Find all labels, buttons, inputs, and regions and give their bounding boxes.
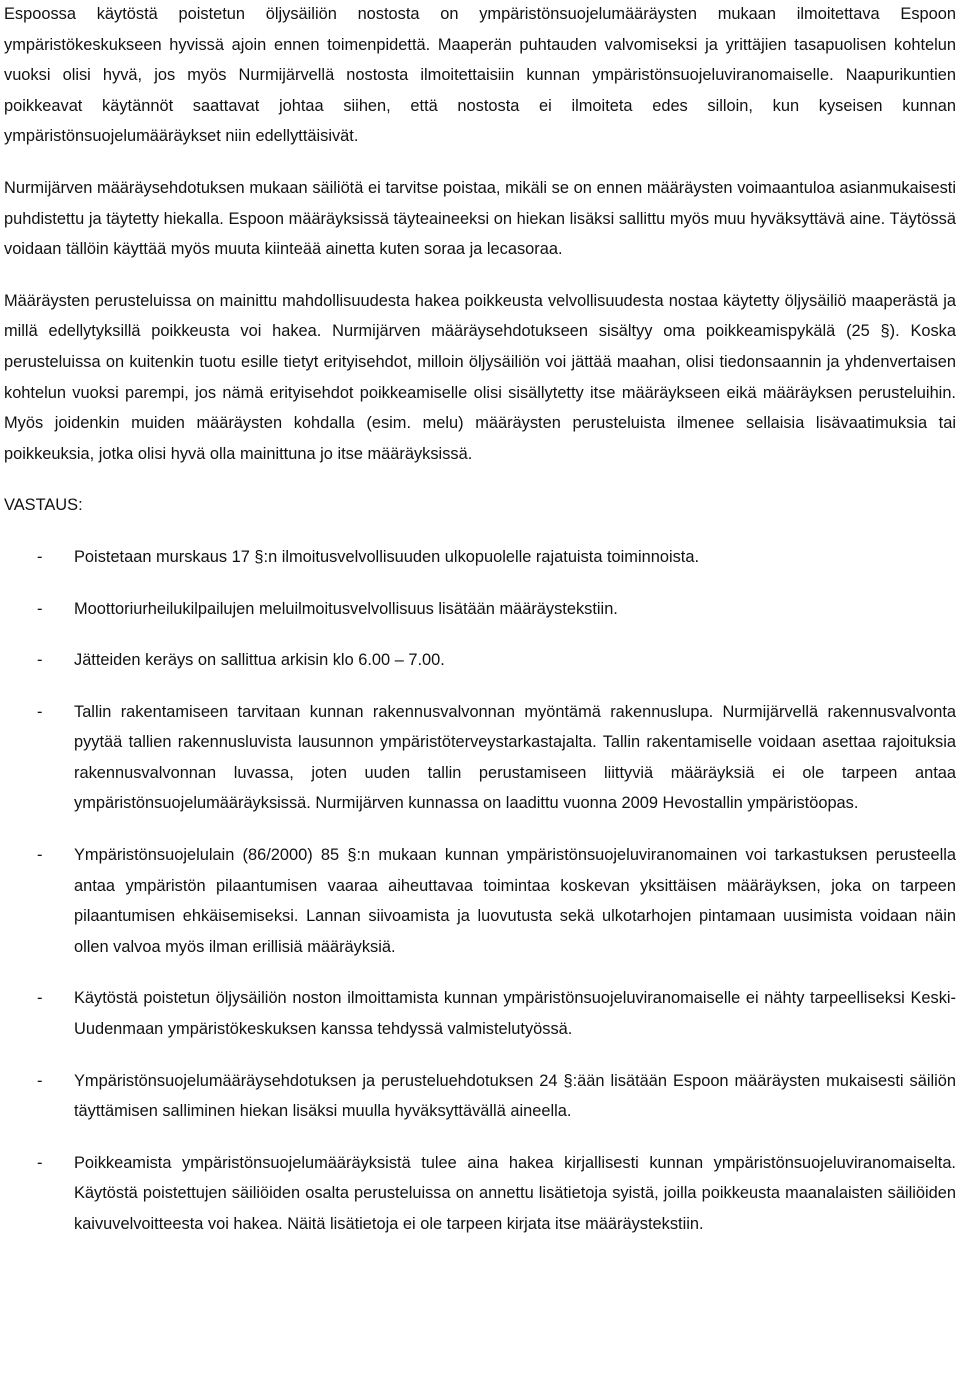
list-item [4, 1066, 956, 1127]
paragraph-tank-filling: Nurmijärven määräysehdotuksen mukaan säiliötä ei tarvitse poistaa, mikäli se on ennen määräysten voimaantuloa asianmukaisesti puhdistettu ja täytetty hiekalla. Espoon määräyksissä täyteaineeksi on hiekan lisäksi sallittu myös muu hyväksyttävä aine. Täytössä voidaan tällöin käyttää myös muuta kiinteää ainetta kuten soraa ja lecasoraa. [4, 178, 956, 259]
list-item [4, 645, 956, 676]
answer-heading: VASTAUS: [4, 496, 83, 515]
list-item-text: Ympäristönsuojelulain (86/2000) 85 §:n mukaan kunnan ympäristönsuojeluviranomainen voi tarkastuksen perusteella antaa ympäristön pilaantumisen vaaraa aiheuttavaa toimintaa koskevan yksittäisen määräyksen, joka on tarpeen pilaantumisen ehkäisemiseksi. Lannan siivoamista ja luovutusta sekä ulkotarhojen pintamaan uusimista voidaan näin ollen valvoa myös ilman erillisiä määräyksiä. [74, 846, 956, 956]
bullet-dash: - [37, 702, 43, 721]
list-item-text: Ympäristönsuojelumääräysehdotuksen ja perusteluehdotuksen 24 §:ään lisätään Espoon määräysten mukaisesti säiliön täyttämisen salliminen hiekan lisäksi muulla hyväksyttävällä aineella. [74, 1071, 956, 1121]
answer-list [4, 542, 956, 1240]
list-item-text: Moottoriurheilukilpailujen meluilmoitusvelvollisuus lisätään määräystekstiin. [74, 599, 618, 618]
list-item-text: Jätteiden keräys on sallittua arkisin klo 6.00 – 7.00. [74, 651, 445, 670]
list-item-text: Käytöstä poistetun öljysäiliön noston ilmoittamista kunnan ympäristönsuojeluviranomaiselle ei nähty tarpeelliseksi Keski-Uudenmaan ympäristökeskuksen kanssa tehdyssä valmistelutyössä. [74, 989, 956, 1039]
bullet-dash: - [37, 651, 43, 670]
list-item [4, 697, 956, 819]
list-item-text: Tallin rakentamiseen tarvitaan kunnan rakennusvalvonnan myöntämä rakennuslupa. Nurmijärvellä rakennusvalvonta pyytää tallien rakennusluvista lausunnon ympäristöterveystarkastajalta. Tallin rakentamiselle voidaan asettaa rajoituksia rakennusvalvonnan luvassa, joten uuden tallin perustamiseen liittyviä määräyksiä ei ole tarpeen antaa ympäristönsuojelumääräyksissä. Nurmijärven kunnassa on laadittu vuonna 2009 Hevostallin ympäristöopas. [74, 702, 956, 813]
list-item [4, 1148, 956, 1240]
list-item [4, 542, 956, 573]
paragraph-oil-tank-notification: Espoossa käytöstä poistetun öljysäiliön nostosta on ympäristönsuojelumääräysten mukaan ilmoitettava Espoon ympäristökeskukseen hyvissä ajoin ennen toimenpidettä. Maaperän puhtauden valvomiseksi ja yrittäjien tasapuolisen kohtelun vuoksi olisi hyvä, jos myös Nurmijärvellä nostosta ilmoitettaisiin kunnan ympäristönsuojeluviranomaiselle. Naapurikuntien poikkeavat käytännöt saattavat johtaa siihen, että nostosta ei ilmoiteta edes silloin, kun kyseisen kunnan ympäristönsuojelumääräykset niin edellyttäisivät. [4, 5, 956, 146]
bullet-dash: - [37, 1153, 43, 1172]
list-item-text: Poistetaan murskaus 17 §:n ilmoitusvelvollisuuden ulkopuolelle rajatuista toiminnoista. [74, 547, 700, 566]
bullet-dash: - [37, 989, 43, 1008]
list-item [4, 840, 956, 962]
bullet-dash: - [37, 1071, 43, 1090]
bullet-dash: - [37, 599, 43, 618]
list-item [4, 594, 956, 625]
bullet-dash: - [37, 846, 43, 865]
list-item-text: Poikkeamista ympäristönsuojelumääräyksistä tulee aina hakea kirjallisesti kunnan ympäristönsuojeluviranomaiselta. Käytöstä poistettujen säiliöiden osalta perusteluissa on annettu lisätietoja syistä, joilla poikkeusta maanalaisten säiliöiden kaivuvelvoitteesta voi hakea. Näitä lisätietoja ei ole tarpeen kirjata itse määräystekstiin. [74, 1153, 956, 1233]
bullet-dash: - [37, 547, 43, 566]
paragraph-exemption-rationale: Määräysten perusteluissa on mainittu mahdollisuudesta hakea poikkeusta velvollisuudesta nostaa käytetty öljysäiliö maaperästä ja millä edellytyksillä poikkeusta voi hakea. Nurmijärven määräysehdotukseen sisältyy oma poikkeamispykälä (25 §). Koska perusteluissa on kuitenkin tuotu esille tietyt erityisehdot, milloin öljysäiliön voi jättää maahan, olisi tiedonsaannin ja yhdenvertaisen kohtelun vuoksi parempi, jos nämä erityisehdot poikkeamiselle olisi sisällytetty itse määräykseen eikä määräyksen perusteluihin. Myös joidenkin muiden määräysten kohdalla (esim. melu) määräysten perusteluista ilmenee sellaisia lisävaatimuksia tai poikkeuksia, jotka olisi hyvä olla mainittuna jo itse määräyksissä. [4, 291, 956, 463]
list-item [4, 983, 956, 1044]
